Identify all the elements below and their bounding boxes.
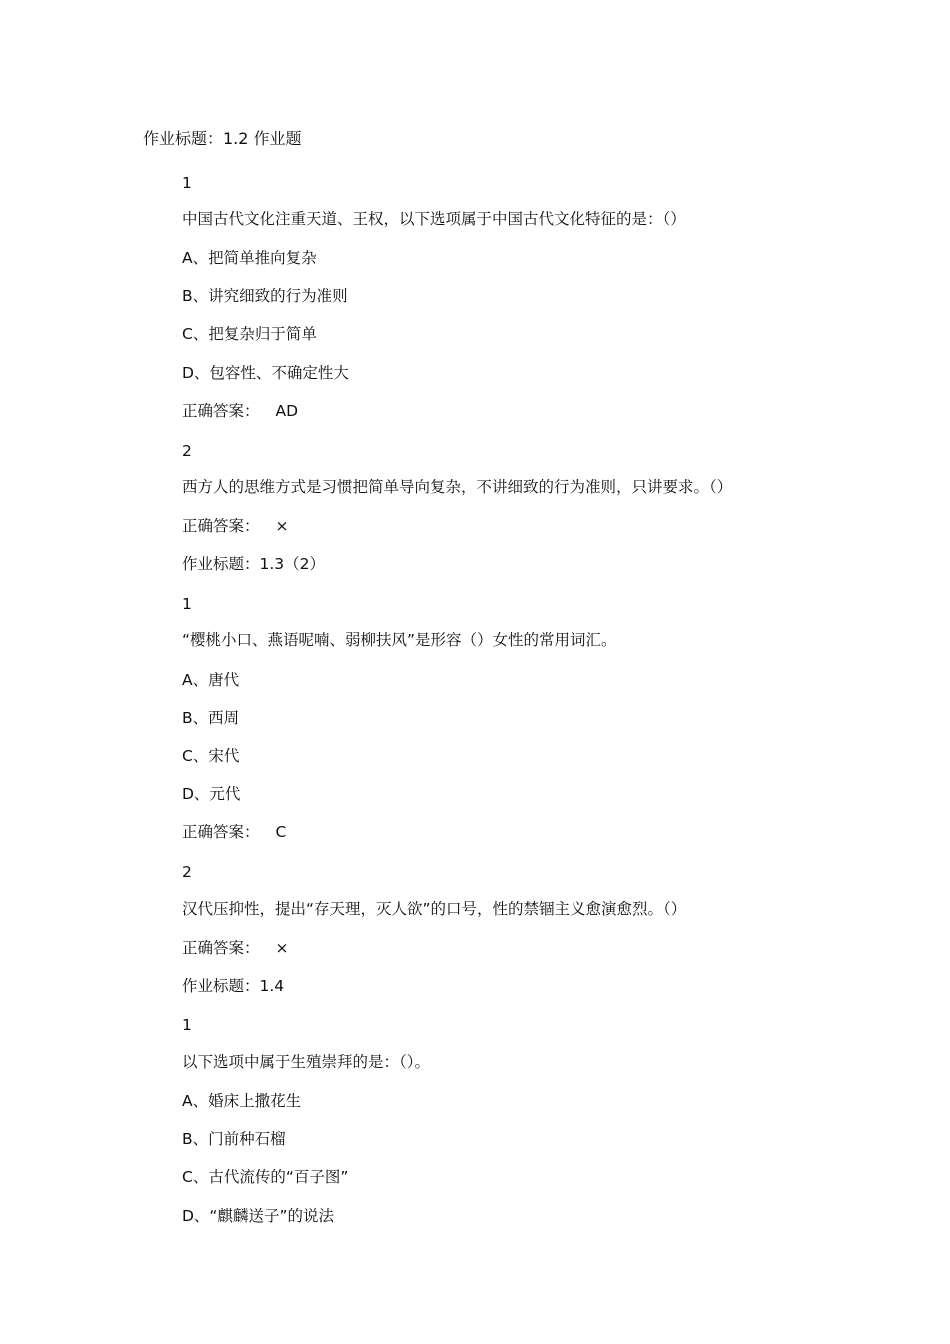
section-title: 作业标题：1.4 bbox=[182, 977, 285, 995]
answer-label: 正确答案： bbox=[182, 823, 260, 841]
answer-label: 正确答案： bbox=[182, 517, 260, 535]
correct-answer bbox=[182, 400, 298, 422]
answer-label: 正确答案： bbox=[182, 402, 260, 420]
option-b: B、讲究细致的行为准则 bbox=[182, 287, 348, 305]
question-number: 2 bbox=[182, 863, 192, 881]
correct-answer bbox=[182, 937, 289, 959]
answer-label: 正确答案： bbox=[182, 939, 260, 957]
question-number: 2 bbox=[182, 442, 192, 460]
option-d: D、“麒麟送子”的说法 bbox=[182, 1207, 334, 1225]
answer-value: × bbox=[275, 517, 289, 535]
question-text: 中国古代文化注重天道、王权，以下选项属于中国古代文化特征的是：（） bbox=[182, 210, 686, 228]
option-a: A、把简单推向复杂 bbox=[182, 249, 317, 267]
option-a: A、唐代 bbox=[182, 671, 240, 689]
question-text: 汉代压抑性，提出“存天理，灭人欲”的口号，性的禁锢主义愈演愈烈。（） bbox=[182, 900, 687, 918]
question-text: 以下选项中属于生殖崇拜的是：（）。 bbox=[182, 1053, 431, 1071]
question-text: “樱桃小口、燕语呢喃、弱柳扶风”是形容（）女性的常用词汇。 bbox=[182, 631, 617, 649]
option-a: A、婚床上撒花生 bbox=[182, 1092, 302, 1110]
answer-value: × bbox=[275, 939, 289, 957]
answer-value: C bbox=[275, 823, 287, 841]
question-number: 1 bbox=[182, 595, 192, 613]
question-number: 1 bbox=[182, 1016, 192, 1034]
option-b: B、门前种石榴 bbox=[182, 1130, 286, 1148]
option-c: C、把复杂归于简单 bbox=[182, 325, 317, 343]
question-text: 西方人的思维方式是习惯把简单导向复杂，不讲细致的行为准则，只讲要求。（） bbox=[182, 478, 733, 496]
option-d: D、包容性、不确定性大 bbox=[182, 364, 349, 382]
answer-value: AD bbox=[275, 402, 299, 420]
question-number: 1 bbox=[182, 174, 192, 192]
section-title: 作业标题：1.3（2） bbox=[182, 555, 326, 573]
page-title: 作业标题：1.2 作业题 bbox=[143, 129, 302, 148]
option-d: D、元代 bbox=[182, 785, 241, 803]
correct-answer bbox=[182, 821, 286, 843]
option-b: B、西周 bbox=[182, 709, 240, 727]
option-c: C、古代流传的“百子图” bbox=[182, 1168, 349, 1186]
option-c: C、宋代 bbox=[182, 747, 240, 765]
correct-answer bbox=[182, 515, 289, 537]
